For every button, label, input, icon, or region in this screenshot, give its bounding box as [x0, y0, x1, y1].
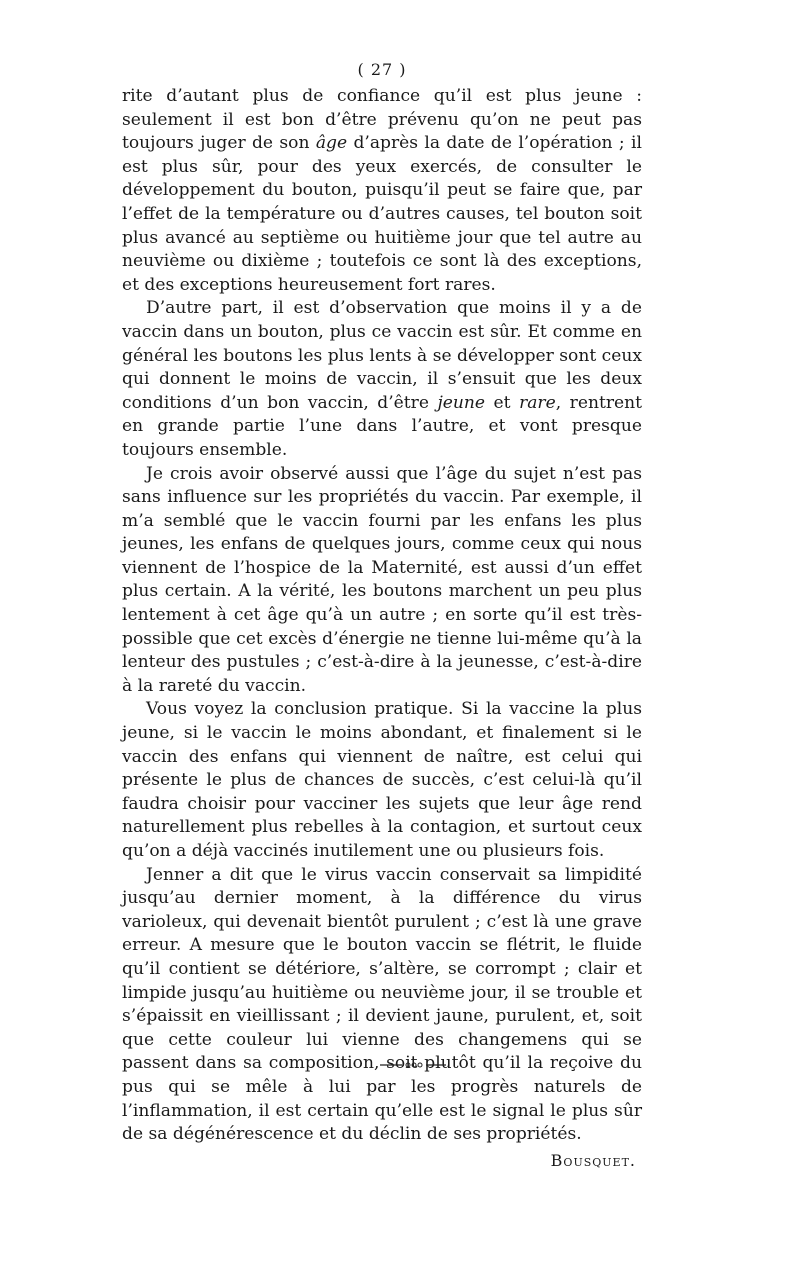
text-segment: Je crois avoir observé aussi que l’âge du sujet n’est pas sans influence sur les propriétés du vaccin. Par exemple, il m’a semblé que le vaccin fourni par les enfans les plus jeunes, les enfans de quelques jours, comme ceux qui nous viennent de l’hospice de la Maternité, est aussi d’un effet plus certain. A la vérité, les boutons marchent un peu plus lentement à cet âge qu’à un autre ; en sorte qu’il est très-possible que cet excès d’énergie ne tienne lui-même qu’à la lenteur des pustules ; c’est-à-dire à la jeunesse, c’est-à-dire à la rareté du vaccin.	[122, 463, 642, 696]
paragraph	[122, 85, 642, 297]
paragraph	[122, 698, 642, 863]
text-segment: , rentrent en grande partie l’une dans l’autre, et vont presque toujours ensemble.	[122, 392, 642, 460]
text-segment: Vous voyez la conclusion pratique. Si la vaccine la plus jeune, si le vaccin le moins abondant, et finalement si le vaccin des enfans qui viennent de naître, est celui qui présente le plus de chances de succès, c’est celui-là qu’il faudra choisir pour vacciner les sujets que leur âge rend naturellement plus rebelles à la contagion, et surtout ceux qu’on a déjà vaccinés inutilement une ou plusieurs fois.	[122, 699, 642, 861]
document-page	[122, 60, 642, 1170]
end-ornament-icon	[378, 1061, 448, 1069]
italic-text: jeune	[437, 392, 486, 413]
text-segment: rite d’autant plus de confiance qu’il est plus jeune : seulement il est bon d’être prévenu qu’on ne peut pas toujours juger de son	[122, 86, 642, 154]
paragraph	[122, 297, 642, 462]
author-signature: Bousquet.	[550, 1150, 636, 1170]
italic-text: rare	[519, 392, 556, 413]
body-text	[122, 85, 642, 1147]
text-segment: D’autre part, il est d’observation que moins il y a de vaccin dans un bouton, plus ce vaccin est sûr. Et comme en général les boutons les plus lents à se développer sont ceux qui donnent le moins de vaccin, il s’ensuit que les deux conditions d’un bon vaccin, d’être	[122, 298, 642, 413]
paragraph	[122, 463, 642, 699]
text-segment: d’après la date de l’opération ; il est plus sûr, pour des yeux exercés, de consulter le développement du bouton, puisqu’il peut se faire que, par l’effet de la température ou d’autres causes, tel bouton soit plus avancé au septième ou huitième jour que tel autre au neuvième ou dixième ; toutefois ce sont là des exceptions, et des exceptions heureusement fort rares.	[122, 133, 642, 295]
text-segment: Jenner a dit que le virus vaccin conservait sa limpidité jusqu’au dernier moment, à la différence du virus varioleux, qui devenait bientôt purulent ; c’est là une grave erreur. A mesure que le bouton vaccin se flétrit, le fluide qu’il contient se détériore, s’altère, se corrompt ; clair et limpide jusqu’au huitième ou neuvième jour, il se trouble et s’épaissit en vieillissant ; il devient jaune, purulent, et, soit que cette couleur lui vienne des changemens qui se passent dans sa composition, soit plutôt qu’il la reçoive du pus qui se mêle à lui par les progrès naturels de l’inflammation, il est certain qu’elle est le signal le plus sûr de sa dégénérescence et du déclin de ses propriétés.	[122, 864, 642, 1145]
page-number: ( 27 )	[357, 60, 407, 79]
text-segment: et	[485, 392, 520, 413]
italic-text: âge	[315, 133, 348, 154]
paragraph	[122, 864, 642, 1147]
